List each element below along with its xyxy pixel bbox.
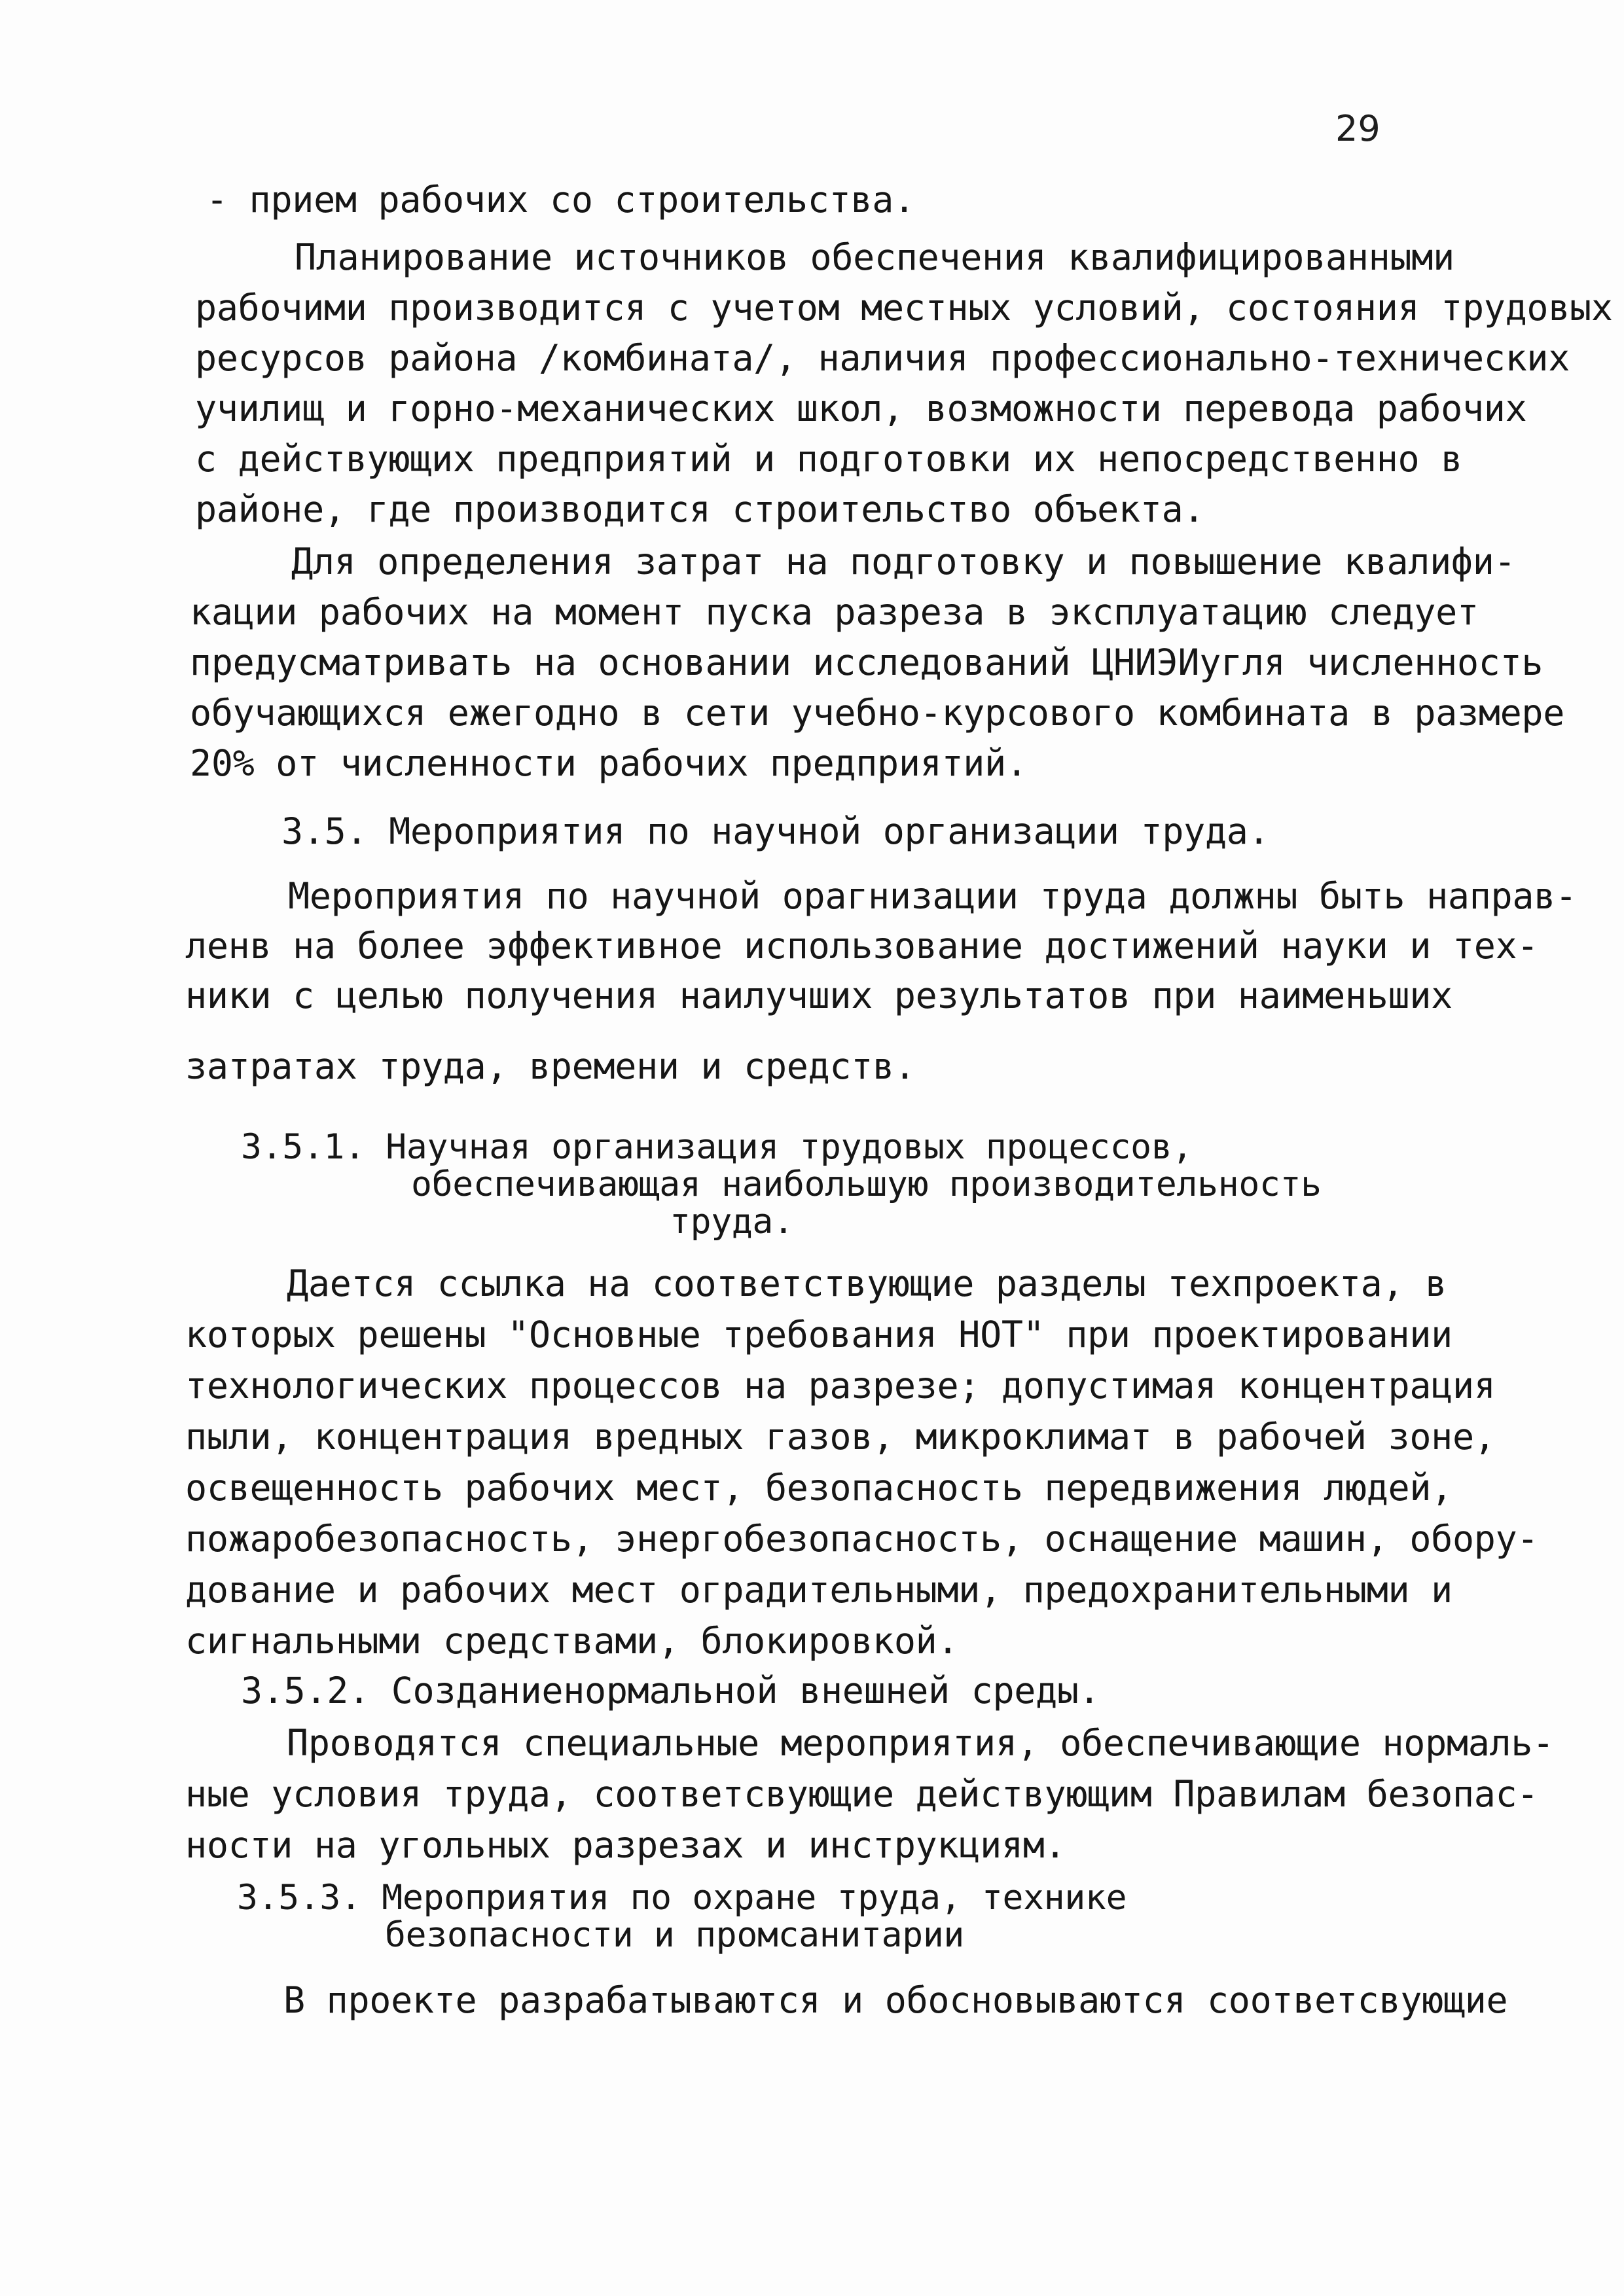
text-line: предусматривать на основании исследований ЦНИЭИугля численность (190, 641, 1543, 683)
text-line: обучающихся ежегодно в сети учебно-курсового комбината в размере (190, 692, 1565, 734)
text-line: ные условия труда, соответсвующие действующим Правилам безопас- (185, 1773, 1539, 1815)
text-line: ресурсов района /комбината/, наличия профессионально-технических (195, 337, 1570, 379)
text-line: которых решены "Основные требования НОТ" при проектировании (185, 1314, 1453, 1355)
text-line: сигнальными средствами, блокировкой. (185, 1620, 959, 1662)
text-line: Для определения затрат на подготовку и повышение квалифи- (291, 541, 1516, 583)
text-line: В проекте разрабатываются и обосновываются соответсвующие (283, 1979, 1508, 2021)
text-line: рабочими производится с учетом местных условий, состояния трудовых (195, 287, 1613, 329)
text-line: ники с целью получения наилучших результатов при наименьших (185, 975, 1453, 1016)
text-line: ности на угольных разрезах и инструкциям. (185, 1824, 1066, 1866)
subsection-heading: 3.5.2. Созданиенормальной внешней среды. (241, 1670, 1100, 1712)
subsection-heading: обеспечивающая наибольшую производительность (411, 1164, 1322, 1204)
subsection-heading: 3.5.3. Мероприятия по охране труда, технике (237, 1878, 1127, 1918)
text-line: пожаробезопасность, энергобезопасность, оснащение машин, обору- (185, 1518, 1539, 1560)
text-line: Планирование источников обеспечения квалифицированными (295, 236, 1454, 278)
text-line: ленв на более эффективное использование достижений науки и тех- (185, 925, 1539, 967)
subsection-heading: безопасности и промсанитарии (385, 1915, 965, 1955)
text-line: училищ и горно-механических школ, возможности перевода рабочих (195, 387, 1527, 429)
section-heading: 3.5. Мероприятия по научной организации труда. (281, 810, 1270, 852)
text-line: освещенность рабочих мест, безопасность передвижения людей, (185, 1467, 1453, 1509)
text-line: пыли, концентрация вредных газов, микроклимат в рабочей зоне, (185, 1416, 1496, 1458)
text-line: дование и рабочих мест оградительными, предохранительными и (185, 1569, 1453, 1611)
text-line: кации рабочих на момент пуска разреза в эксплуатацию следует (190, 591, 1479, 633)
page-number: 29 (1335, 108, 1380, 149)
text-line: с действующих предприятий и подготовки их непосредственно в (195, 438, 1462, 480)
text-line: технологических процессов на разрезе; допустимая концентрация (185, 1365, 1496, 1407)
text-line: Мероприятия по научной орагнизации труда должны быть направ- (288, 875, 1577, 917)
subsection-heading: труда. (670, 1202, 794, 1242)
text-line: - прием рабочих со строительства. (206, 179, 915, 221)
text-line: районе, где производится строительство объекта. (195, 488, 1205, 530)
text-line: 20% от численности рабочих предприятий. (190, 742, 1028, 784)
subsection-heading: 3.5.1. Научная организация трудовых процессов, (241, 1127, 1193, 1167)
text-line: затратах труда, времени и средств. (185, 1045, 916, 1087)
text-line: Дается ссылка на соответствующие разделы техпроекта, в (287, 1263, 1447, 1304)
text-line: Проводятся специальные мероприятия, обеспечивающие нормаль- (287, 1722, 1554, 1764)
